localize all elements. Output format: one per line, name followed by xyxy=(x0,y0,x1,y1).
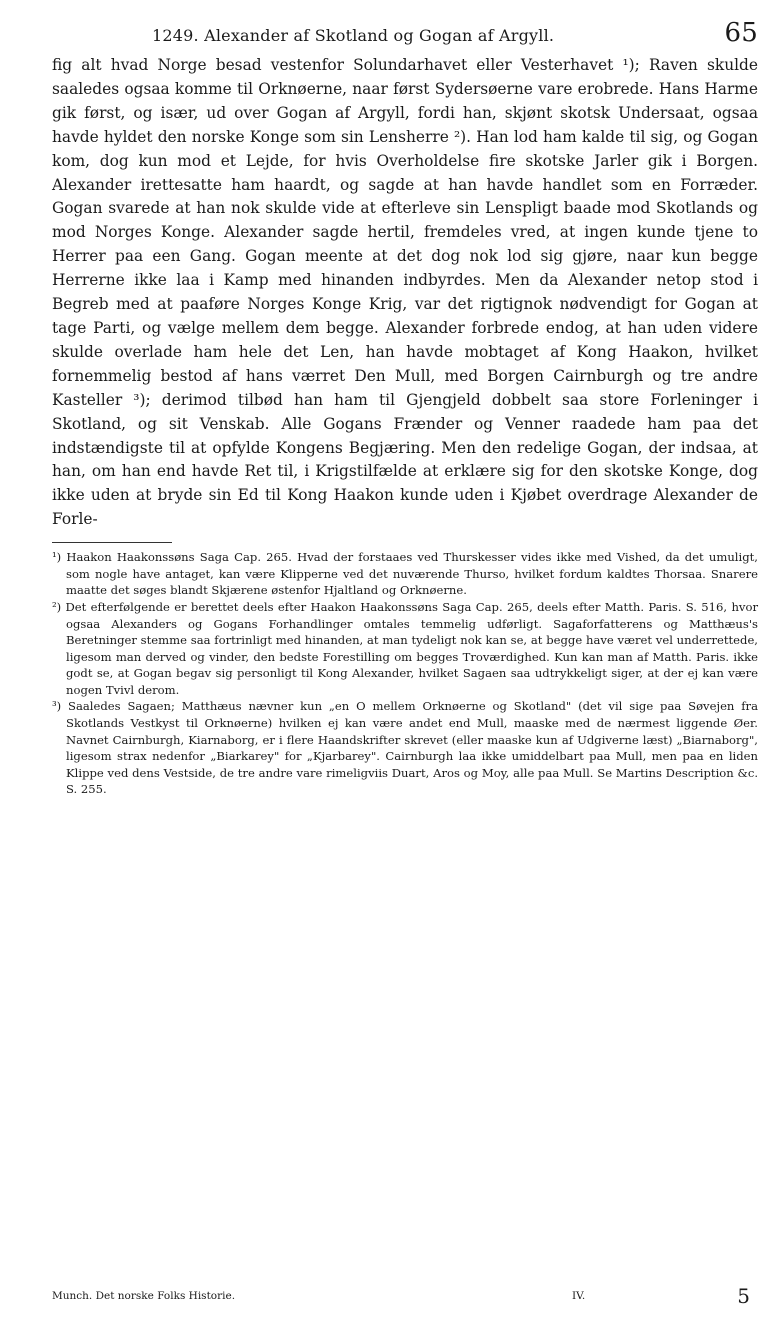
running-title: 1249. Alexander af Skotland og Gogan af Argyll. xyxy=(152,26,555,45)
main-text xyxy=(52,54,758,532)
page-signature xyxy=(52,1284,758,1308)
signature-volume: IV. xyxy=(572,1290,586,1302)
page-header xyxy=(52,18,758,50)
footnote-1: ¹) Haakon Haakonssøns Saga Cap. 265. Hvad der forstaaes ved Thurskesser vides ikke med Vished, da det umuligt, som nogle have antaget, kan være Klipperne ved det nuværende Thurso, hvilket fordum kaldtes Thorsaa. Snarere maatte det søges blandt Skjærene østenfor Hjaltland og Orknøerne. xyxy=(52,550,758,598)
page-number: 65 xyxy=(724,18,758,48)
signature-mark: 5 xyxy=(737,1284,750,1308)
signature-title: Munch. Det norske Folks Historie. xyxy=(52,1290,236,1302)
body-paragraph: fig alt hvad Norge besad vestenfor Solundarhavet eller Vesterhavet ¹); Raven skulde saaledes ogsaa komme til Orknøerne, naar først Sydersøerne vare erobrede. Hans Harme gik først, og især, ud over Gogan af Argyll, fordi han, skjønt skotsk Undersaat, ogsaa havde hyldet den norske Konge som sin Lensherre ²). Han lod ham kalde til sig, og Gogan kom, dog kun mod et Lejde, for hvis Overholdelse fire skotske Jarler gik i Borgen. Alexander irettesatte ham haardt, og sagde at han havde handlet som en Forræder. Gogan svarede at han nok skulde vide at efterleve sin Lenspligt baade mod Skotlands og mod Norges Konge. Alexander sagde hertil, fremdeles vred, at ingen kunde tjene to Herrer paa een Gang. Gogan meente at det dog nok lod sig gjøre, naar kun begge Herrerne ikke laa i Kamp med hinanden indbyrdes. Men da Alexander netop stod i Begreb med at paaføre Norges Konge Krig, var det rigtignok nødvendigt for Gogan at tage Parti, og vælge mellem dem begge. Alexander forbrede endog, at han uden videre skulde overlade ham hele det Len, han havde mobtaget af Kong Haakon, hvilket fornemmelig bestod af hans værret Den Mull, med Borgen Cairnburgh og tre andre Kasteller ³); derimod tilbød han ham til Gjengjeld dobbelt saa store Forleninger i Skotland, og sit Venskab. Alle Gogans Frænder og Venner raadede ham paa det indstændigste til at opfylde Kongens Begjæring. Men den redelige Gogan, der indsaa, at han, om han end havde Ret til, i Krigstilfælde at erklære sig for den skotske Konge, dog ikke uden at bryde sin Ed til Kong Haakon kunde uden i Kjøbet overdrage Alexander de Forle- xyxy=(52,56,758,529)
footnotes xyxy=(52,549,758,798)
book-page xyxy=(52,18,758,1308)
footnote-3: ³) Saaledes Sagaen; Matthæus nævner kun „en O mellem Orknøerne og Skotland" (det vil sige paa Søvejen fra Skotlands Vestkyst til Orknøerne) hvilken ej kan være andet end Mull, maaske med de nærmest liggende Øer. Navnet Cairnburgh, Kiarnaborg, er i flere Haandskrifter skrevet (eller maaske kun af Udgiverne læst) „Biarnaborg", ligesom strax nedenfor „Biarkarey" for „Kjarbarey". Cairnburgh laa ikke umiddelbart paa Mull, men paa en liden Klippe ved dens Vestside, de tre andre vare rimeligviis Duart, Aros og Moy, alle paa Mull. Se Martins Description &c. S. 255. xyxy=(52,699,758,797)
footnote-2: ²) Det efterfølgende er berettet deels efter Haakon Haakonssøns Saga Cap. 265, deels efter Matth. Paris. S. 516, hvor ogsaa Alexanders og Gogans Forhandlinger omtales temmelig udførligt. Sagaforfatterens og Matthæus's Beretninger stemme saa fortrinligt med hinanden, at man tydeligt nok kan se, at begge have været vel underrettede, ligesom man derved og vinder, den bedste Forestilling om begges Troværdighed. Kun kan man af Matth. Paris. ikke godt se, at Gogan begav sig personligt til Kong Alexander, hvilket Sagaen saa udtrykkeligt siger, at der ej kan være nogen Tvivl derom. xyxy=(52,599,758,697)
footnote-divider xyxy=(52,542,172,543)
